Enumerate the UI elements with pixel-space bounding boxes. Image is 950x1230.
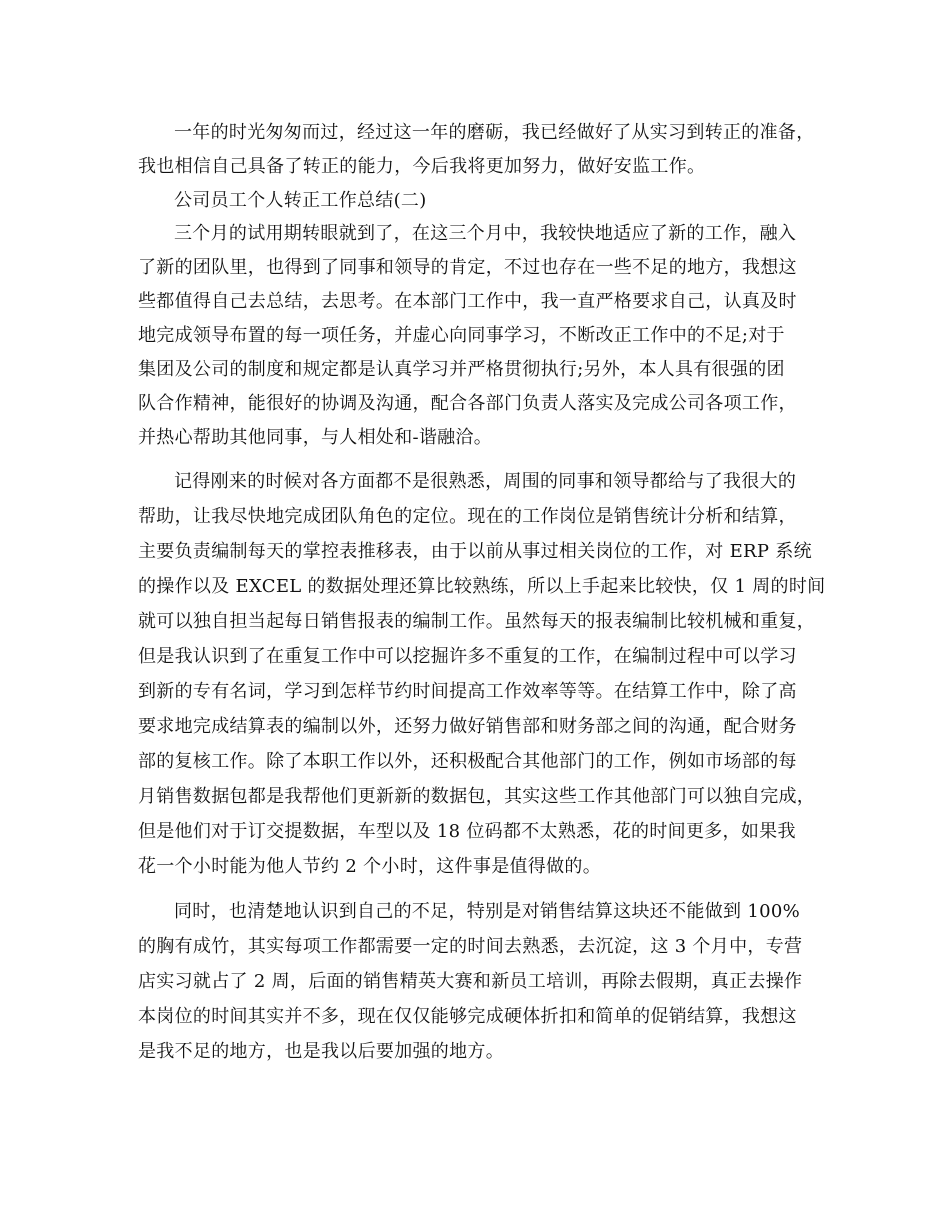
text-line: 队合作精神，能很好的协调及沟通，配合各部门负责人落实及完成公司各项工作， [138, 393, 797, 414]
text-line: 店实习就占了 2 周，后面的销售精英大赛和新员工培训，再除去假期，真正去操作 [138, 971, 803, 992]
text-line: 帮助，让我尽快地完成团队角色的定位。现在的工作岗位是销售统计分析和结算， [138, 506, 797, 527]
text-line: 并热心帮助其他同事，与人相处和-谐融洽。 [138, 427, 493, 448]
text-line: 就可以独自担当起每日销售报表的编制工作。虽然每天的报表编制比较机械和重复， [138, 611, 816, 632]
text-line: 些都值得自己去总结，去思考。在本部门工作中，我一直严格要求自己，认真及时 [138, 291, 797, 312]
text-line: 花一个小时能为他人节约 2 个小时，这件事是值得做的。 [138, 856, 601, 877]
text-line: 一年的时光匆匆而过，经过这一年的磨砺，我已经做好了从实习到转正的准备， [174, 122, 815, 143]
text-line: 月销售数据包都是我帮他们更新新的数据包，其实这些工作其他部门可以独自完成， [138, 786, 816, 807]
text-line: 要求地完成结算表的编制以外，还努力做好销售部和财务部之间的沟通，配合财务 [138, 716, 797, 737]
text-line: 地完成领导布置的每一项任务，并虚心向同事学习，不断改正工作中的不足;对于 [138, 325, 785, 346]
text-line: 记得刚来的时候对各方面都不是很熟悉，周围的同事和领导都给与了我很大的 [174, 471, 797, 492]
text-line: 三个月的试用期转眼就到了，在这三个月中，我较快地适应了新的工作，融入 [174, 223, 797, 244]
text-line: 我也相信自己具备了转正的能力，今后我将更加努力，做好安监工作。 [138, 156, 706, 177]
text-line: 了新的团队里，也得到了同事和领导的肯定，不过也存在一些不足的地方，我想这 [138, 257, 797, 278]
text-line: 本岗位的时间其实并不多，现在仅仅能够完成硬体折扣和简单的促销结算，我想这 [138, 1006, 797, 1027]
text-line: 同时，也清楚地认识到自己的不足，特别是对销售结算这块还不能做到 100% [174, 901, 800, 922]
text-line: 主要负责编制每天的掌控表推移表，由于以前从事过相关岗位的工作，对 ERP 系统 [138, 541, 812, 562]
text-line: 的操作以及 EXCEL 的数据处理还算比较熟练，所以上手起来比较快，仅 1 周的时间 [138, 576, 826, 597]
text-line: 的胸有成竹，其实每项工作都需要一定的时间去熟悉，去沉淀，这 3 个月中，专营 [138, 936, 803, 957]
text-line: 但是我认识到了在重复工作中可以挖掘许多不重复的工作，在编制过程中可以学习 [138, 646, 797, 667]
section-heading: 公司员工个人转正工作总结(二) [174, 190, 427, 211]
text-line: 集团及公司的制度和规定都是认真学习并严格贯彻执行;另外，本人具有很强的团 [138, 359, 785, 380]
text-line: 到新的专有名词，学习到怎样节约时间提高工作效率等等。在结算工作中，除了高 [138, 681, 797, 702]
text-line: 是我不足的地方，也是我以后要加强的地方。 [138, 1041, 504, 1062]
text-line: 但是他们对于订交提数据，车型以及 18 位码都不太熟悉，花的时间更多，如果我 [138, 821, 796, 842]
text-line: 部的复核工作。除了本职工作以外，还积极配合其他部门的工作，例如市场部的每 [138, 751, 797, 772]
